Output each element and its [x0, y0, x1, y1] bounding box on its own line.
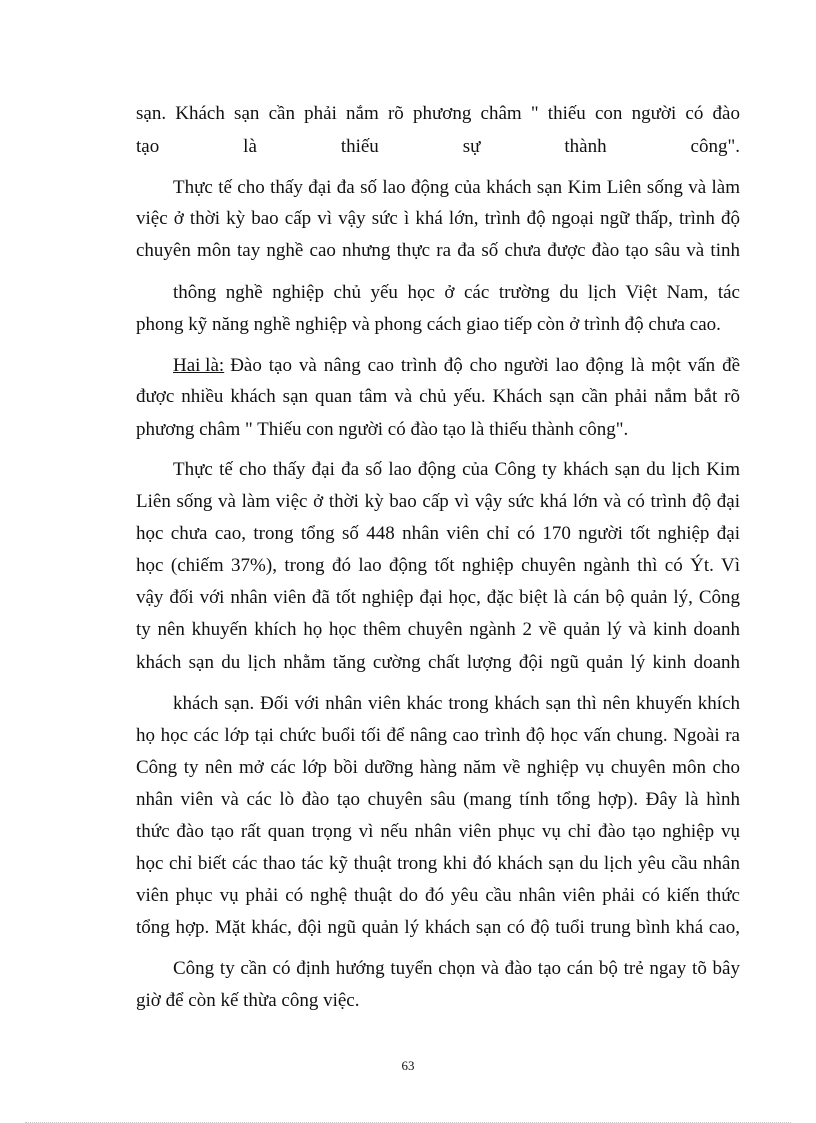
text-line: Liên sống và làm việc ở thời kỳ bao cấp vì vậy sức khá lớn và có trình độ đại [136, 491, 740, 512]
text-line: sạn. Khách sạn cần phải nắm rõ phương châm " thiếu con người có đào [136, 103, 740, 124]
text-line: Thực tế cho thấy đại đa số lao động của khách sạn Kim Liên sống và làm [173, 177, 740, 198]
text-line: Công ty nên mở các lớp bồi dưỡng hàng năm về nghiệp vụ chuyên môn cho [136, 757, 740, 778]
text-line: nhân viên và các lò đào tạo chuyên sâu (mang tính tổng hợp). Đây là hình [136, 789, 740, 810]
text-line: được nhiều khách sạn quan tâm và chủ yếu. Khách sạn cần phải nắm bắt rõ [136, 386, 740, 407]
text-line: học chưa cao, trong tổng số 448 nhân viên chỉ có 170 người tốt nghiệp đại [136, 523, 740, 544]
text-line: Đào tạo và nâng cao trình độ cho người lao động là một vấn đề [230, 355, 740, 376]
page-number: 63 [401, 1058, 415, 1073]
text-line: giờ để còn kế thừa công việc. [136, 990, 360, 1011]
text-line: khách sạn. Đối với nhân viên khác trong khách sạn thì nên khuyến khích [173, 693, 740, 714]
text-line: vậy đối với nhân viên đã tốt nghiệp đại học, đặc biệt là cán bộ quản lý, Công [136, 587, 740, 608]
text-line: phương châm " Thiếu con người có đào tạo là thiếu thành công". [136, 419, 629, 440]
text-line: họ học các lớp tại chức buổi tối để nâng cao trình độ học vấn chung. Ngoài ra [136, 725, 740, 746]
text-line: khách sạn du lịch nhằm tăng cường chất lượng đội ngũ quản lý kinh doanh [136, 652, 740, 673]
text-line: tổng hợp. Mặt khác, đội ngũ quản lý khách sạn có độ tuổi trung bình khá cao, [136, 917, 740, 938]
text-line: viên phục vụ phải có nghệ thuật do đó yêu cầu nhân viên phải có kiến thức [136, 885, 740, 906]
text-line: việc ở thời kỳ bao cấp vì vậy sức ì khá lớn, trình độ ngoại ngữ thấp, trình độ [136, 208, 740, 229]
text-line: học chỉ biết các thao tác kỹ thuật trong khi đó khách sạn du lịch yêu cầu nhân [136, 853, 740, 874]
text-line: Công ty cần có định hướng tuyển chọn và đào tạo cán bộ trẻ ngay tõ bây [173, 958, 740, 979]
text-line: thức đào tạo rất quan trọng vì nếu nhân viên phục vụ chỉ đào tạo nghiệp vụ [136, 821, 740, 842]
heading-hai-la: Hai là: [173, 355, 225, 376]
text-line: ty nên khuyến khích họ học thêm chuyên ngành 2 về quản lý và kinh doanh [136, 619, 740, 640]
text-line: học (chiếm 37%), trong đó lao động tốt nghiệp chuyên ngành thì có Ýt. Vì [136, 555, 740, 576]
text-line: thông nghề nghiệp chủ yếu học ở các trường du lịch Việt Nam, tác [173, 282, 740, 303]
text-line: chuyên môn tay nghề cao nhưng thực ra đa số chưa được đào tạo sâu và tinh [136, 240, 740, 261]
text-line: tạo là thiếu sự thành công". [136, 136, 740, 157]
text-line: Thực tế cho thấy đại đa số lao động của Công ty khách sạn du lịch Kim [173, 459, 740, 480]
text-line: phong kỹ năng nghề nghiệp và phong cách giao tiếp còn ở trình độ chưa cao. [136, 314, 721, 335]
paragraph-hai-la [173, 354, 740, 378]
